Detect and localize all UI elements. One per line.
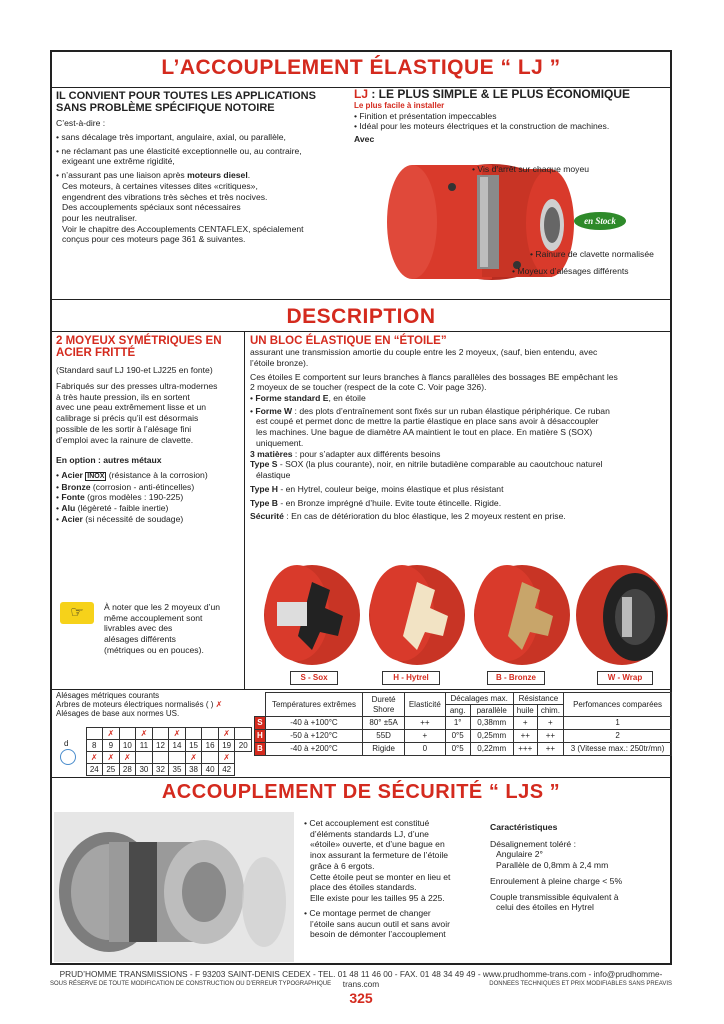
footer-disclaimer <box>50 981 672 989</box>
char-title: Caractéristiques <box>490 822 558 832</box>
intro-left <box>56 91 346 245</box>
bore-cell: 28 <box>119 764 136 776</box>
perf-cell-shore: 55D <box>363 730 405 743</box>
perf-cell-h: ++ <box>513 730 537 743</box>
perf-cell-c: ++ <box>537 743 563 756</box>
th-perf: Perfomances comparées <box>564 693 672 717</box>
hubs-heading: 2 MOYEUX SYMÉTRIQUES EN ACIER FRITTÉ <box>56 335 222 360</box>
desc-right <box>250 335 670 522</box>
ljs-line: place des étoiles standards. <box>310 882 417 893</box>
note-text: même accouplement sont <box>104 612 203 623</box>
bore-legend-line: Arbres de moteurs électriques normalisés ( ) ✗ <box>56 699 223 709</box>
perf-cell-el: 0 <box>405 743 445 756</box>
bore-cell: 32 <box>152 764 169 776</box>
perf-cell-perf: 2 <box>564 730 672 743</box>
bore-cell: 8 <box>86 740 103 752</box>
th-shore: Dureté Shore <box>363 693 405 717</box>
perf-cell-shore: 80° ±5A <box>363 717 405 730</box>
bore-cell: 14 <box>169 740 186 752</box>
bore-legend-line: Alésages de base aux normes US. <box>56 708 180 718</box>
intro-text: Voir le chapitre des Accouplements CENTAFLEX, spécialement <box>62 223 304 234</box>
bore-legend-line: Alésages métriques courants <box>56 691 160 700</box>
bore-cell: 40 <box>202 764 219 776</box>
note-text: À noter que les 2 moyeux d’un <box>104 602 221 612</box>
lj-avec: Avec <box>354 134 375 145</box>
ljs-line: «étoile» ouverte, et d’une bague en <box>310 839 445 850</box>
performance-table <box>254 692 672 756</box>
perf-cell-k: H <box>255 730 266 743</box>
callout-bores: • Moyeux d’alésages différents <box>512 266 629 276</box>
th-par: parallèle <box>470 705 513 717</box>
desc-left <box>56 335 240 525</box>
intro-text: pour les neutraliser. <box>62 212 137 223</box>
bore-cell: 20 <box>235 740 252 752</box>
perf-cell-ang: 1° <box>445 717 470 730</box>
star-text: l’étoile bronze). <box>250 357 309 368</box>
note-text: (métriques ou en pouces). <box>104 644 204 655</box>
intro-bullet: • sans décalage très important, angulaire, axial, ou parallèle, <box>56 132 346 143</box>
hubs-text: calibrage si précis qu’il est désormais <box>56 413 199 424</box>
divider <box>52 689 670 690</box>
type-s: Type S - SOX (la plus courante), noir, en nitrile butadiène comparable au caoutchouc naturel <box>250 459 603 470</box>
lj-sub: Le plus facile à installer <box>354 100 445 110</box>
th-ang: ang. <box>445 705 470 717</box>
perf-cell-h: +++ <box>513 743 537 756</box>
ljs-line: • Ce montage permet de changer <box>304 908 482 919</box>
ljs-title: ACCOUPLEMENT DE SÉCURITÉ “ LJS ” <box>161 781 561 803</box>
spider-images <box>257 557 669 669</box>
form-text: uniquement. <box>256 437 304 448</box>
perf-cell-c: + <box>537 717 563 730</box>
label-bronze: B - Bronze <box>487 671 545 685</box>
bore-cell: 42 <box>218 764 235 776</box>
safety-line: Sécurité : En cas de détérioration du bloc élastique, les 2 moyeux restent en prise. <box>250 511 566 522</box>
bore-cell: 24 <box>86 764 103 776</box>
callout-set-screw: • Vis d’arrêt sur chaque moyeu <box>472 164 590 174</box>
intro-bullet: • n’assurant pas une liaison après moteurs diesel. <box>56 170 346 181</box>
lj-bullet: • Finition et présentation impeccables <box>354 111 672 122</box>
ljs-line: besoin de démonter l’accouplement <box>310 929 446 940</box>
star-text: 2 moyeux de se toucher (respect de la cote C. Voir page 326). <box>250 382 487 393</box>
footer-left: SOUS RÉSERVE DE TOUTE MODIFICATION DE CONSTRUCTION OU D’ERREUR TYPOGRAPHIQUE <box>50 981 332 987</box>
lj-bullet: • Idéal pour les moteurs électriques et la construction de machines. <box>354 121 672 132</box>
char-line: Couple transmissible équivalent à <box>490 891 619 902</box>
option-item: • Bronze (corrosion - anti-étincelles) <box>56 482 240 493</box>
ljs-line: d’éléments standards LJ, d’une <box>310 828 429 839</box>
form-text: les machines. Une bague de diamètre AA maintient le tout en place. En matière S (SOX) <box>256 427 593 438</box>
page-number: 325 <box>349 990 373 1006</box>
ljs-line: inox assurant la fermeture de l’étoile <box>310 850 449 861</box>
char-line: Désalignement toléré : <box>490 838 576 849</box>
intro-bullet: • ne réclamant pas une élasticité exceptionnelle ou, au contraire, <box>56 146 346 157</box>
star-text: Ces étoiles E comportent sur leurs branches à flancs parallèles des bossages BE empêchant les <box>250 371 618 382</box>
star-heading: UN BLOC ÉLASTIQUE EN “ÉTOILE” <box>250 335 447 347</box>
form-item: • Forme W : des plots d’entraînement sont fixés sur un ruban élastique périphérique. Ce ruban <box>250 406 670 417</box>
note-block <box>104 602 239 656</box>
perf-cell-ang: 0°5 <box>445 730 470 743</box>
label-sox: S - Sox <box>290 671 338 685</box>
label-wrap: W - Wrap <box>597 671 653 685</box>
star-text: assurant une transmission amortie du couple entre les 2 moyeux, (sauf, bien entendu, avec <box>250 347 598 358</box>
hubs-std: (Standard sauf LJ 190-et LJ225 en fonte) <box>56 365 213 376</box>
intro-right <box>354 88 672 145</box>
in-stock-badge: en Stock <box>574 212 626 230</box>
th-chem: chim. <box>537 705 563 717</box>
intro-text: Ces moteurs, à certaines vitesses dites «critiques», <box>62 180 258 191</box>
hubs-text: Fabriqués sur des presses ultra-modernes <box>56 380 218 391</box>
perf-cell-c: ++ <box>537 730 563 743</box>
bore-cell: 35 <box>169 764 186 776</box>
hubs-text: d’emploi avec la rainure de clavette. <box>56 434 194 445</box>
ljs-characteristics <box>490 822 670 913</box>
char-line: celui des étoiles en Hytrel <box>496 902 594 913</box>
divider <box>52 331 670 332</box>
lj-heading: LJ : LE PLUS SIMPLE & LE PLUS ÉCONOMIQUE <box>354 87 631 101</box>
bore-cell: 38 <box>185 764 202 776</box>
hubs-text: avec une peau extrêmement lisse et un <box>56 402 207 413</box>
bore-cell: 25 <box>103 764 120 776</box>
perf-cell-temp: -40 à +100°C <box>265 717 362 730</box>
perf-row <box>255 717 672 730</box>
bore-legend <box>56 692 256 718</box>
perf-cell-temp: -50 à +120°C <box>265 730 362 743</box>
bore-cell: 30 <box>136 764 153 776</box>
perf-cell-perf: 1 <box>564 717 672 730</box>
perf-cell-par: 0,38mm <box>470 717 513 730</box>
bore-cell: 10 <box>119 740 136 752</box>
perf-cell-el: ++ <box>405 717 445 730</box>
char-line: Parallèle de 0,8mm à 2,4 mm <box>496 860 609 871</box>
ljs-line: Elle existe pour les tailles 95 à 225. <box>310 893 445 904</box>
perf-cell-shore: Rigide <box>363 743 405 756</box>
char-line: Enroulement à pleine charge < 5% <box>490 875 623 886</box>
pointing-hand-icon: ☞ <box>60 602 94 624</box>
perf-cell-k: S <box>255 717 266 730</box>
bore-table: d ✗ ✗ ✗ ✗ 8 9 10 11 12 14 15 16 19 20 ✗ ✗ ✗ ✗ ✗ 24 25 28 30 32 35 38 40 42 <box>56 727 252 776</box>
ljs-line: grâce à 6 ergots. <box>310 860 375 871</box>
perf-row <box>255 743 672 756</box>
th-temp: Températures extrêmes <box>265 693 362 717</box>
type-h: Type H - en Hytrel, couleur beige, moins élastique et plus résistant <box>250 483 504 494</box>
ljs-coupling-image <box>54 812 294 962</box>
th-elasticity: Elasticité <box>405 693 445 717</box>
option-heading: En option : autres métaux <box>56 455 162 466</box>
type-b: Type B - en Bronze imprégné d’huile. Evite toute étincelle. Rigide. <box>250 497 502 508</box>
page-frame <box>50 50 672 965</box>
bore-cell: 9 <box>103 740 120 752</box>
form-text: est coupé et permet donc de mettre la partie élastique en place sans avoir à désaccoupler <box>256 416 599 427</box>
description-title: DESCRIPTION <box>286 305 436 328</box>
note-text: alésages différents <box>104 634 176 645</box>
option-item: • Acier (si nécessité de soudage) <box>56 514 240 525</box>
perf-cell-temp: -40 à +200°C <box>265 743 362 756</box>
bore-cell: 16 <box>202 740 219 752</box>
label-hytrel: H - Hytrel <box>382 671 440 685</box>
bore-cell: 11 <box>136 740 153 752</box>
bore-cell: 15 <box>185 740 202 752</box>
form-item: • Forme standard E, en étoile <box>250 393 670 404</box>
perf-cell-ang: 0°5 <box>445 743 470 756</box>
footer-contact: PRUD’HOMME TRANSMISSIONS - F 93203 SAINT-DENIS CEDEX - TEL. 01 48 11 46 00 - FAX. 01 48 34 49 49 - www.prudhomme-trans.com - info@prudhomme-trans.com <box>59 969 663 990</box>
materials-line: 3 matières : pour s’adapter aux différents besoins <box>250 448 441 459</box>
hubs-text: possible de les sortir à l’alésage fini <box>56 423 192 434</box>
intro-text: exigeant une extrême rigidité, <box>62 156 175 167</box>
intro-heading: IL CONVIENT POUR TOUTES LES APPLICATIONS SANS PROBLÈME SPÉCIFIQUE NOTOIRE <box>56 90 316 114</box>
divider <box>52 777 670 778</box>
type-s-text: élastique <box>256 470 291 481</box>
th-resist: Résistance <box>513 693 563 705</box>
option-item: • Acier INOX (résistance à la corrosion) <box>56 470 240 482</box>
option-item: • Fonte (gros modèles : 190-225) <box>56 492 240 503</box>
note-text: livrables avec des <box>104 623 173 634</box>
intro-text: engendrent des vibrations très sèches et très nocives. <box>62 191 268 202</box>
ljs-line: Cette étoile peut se monter en lieu et <box>310 871 451 882</box>
callout-keyway: • Rainure de clavette normalisée <box>530 249 654 259</box>
bore-diagram-icon <box>60 749 76 765</box>
ljs-text <box>304 818 482 940</box>
perf-cell-k: B <box>255 743 266 756</box>
perf-cell-el: + <box>405 730 445 743</box>
th-misalign: Décalages max. <box>445 693 513 705</box>
option-item: • Alu (légèreté - faible inertie) <box>56 503 240 514</box>
bore-diagram-cell <box>56 728 86 776</box>
perf-cell-par: 0,25mm <box>470 730 513 743</box>
perf-cell-h: + <box>513 717 537 730</box>
hubs-text: à très haute pression, ils en sortent <box>56 391 190 402</box>
intro-text: conçus pour ces moteurs page 361 & suivantes. <box>62 234 246 245</box>
bore-cell: 12 <box>152 740 169 752</box>
ljs-line: • Cet accouplement est constitué <box>304 818 482 829</box>
footer-right: DONNEES TECHNIQUES ET PRIX MODIFIABLES SANS PREAVIS <box>489 981 672 987</box>
intro-lead: C’est-à-dire : <box>56 118 106 129</box>
bore-d-label: d <box>64 738 69 748</box>
intro-text: Des accouplements spéciaux sont nécessaires <box>62 202 241 213</box>
perf-cell-perf: 3 (Vitesse max.: 250tr/mn) <box>564 743 672 756</box>
th-oil: huile <box>513 705 537 717</box>
perf-cell-par: 0,22mm <box>470 743 513 756</box>
column-divider <box>244 331 245 689</box>
main-title: L’ACCOUPLEMENT ÉLASTIQUE “ LJ ” <box>161 56 561 79</box>
ljs-line: l’étoile sans aucun outil et sans avoir <box>310 918 450 929</box>
bore-cell: 19 <box>218 740 235 752</box>
divider <box>52 299 670 300</box>
char-line: Angulaire 2° <box>496 849 543 860</box>
perf-row <box>255 730 672 743</box>
